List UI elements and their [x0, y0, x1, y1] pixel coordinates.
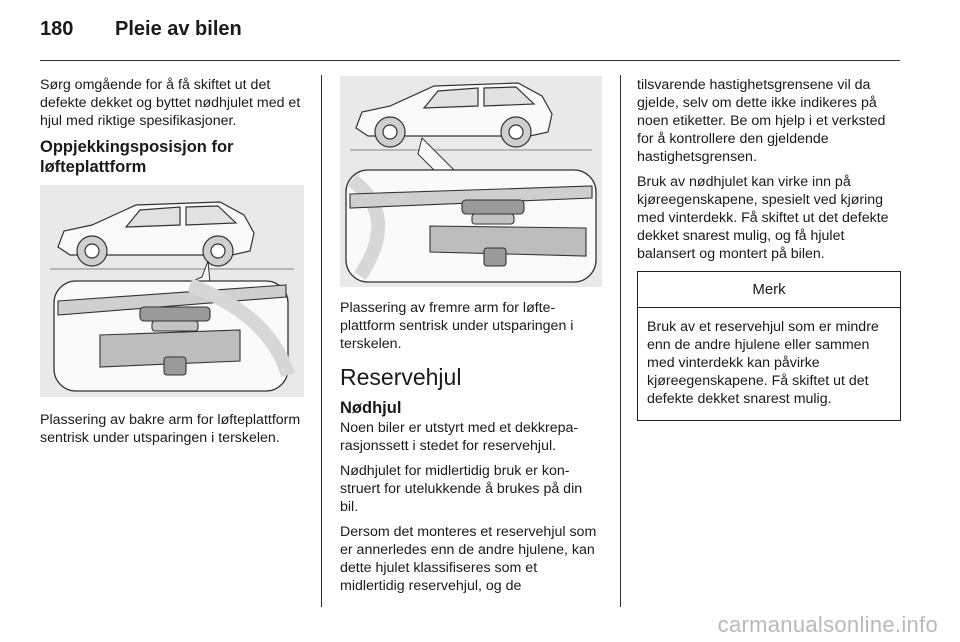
column-2 — [340, 76, 602, 602]
front-arm-caption: Plassering av fremre arm for løfteplattform sentrisk under utsparingen i terskelen. — [340, 300, 574, 352]
paragraph: tilsvarende hastighetsgrensene vil da gjelde, selv om dette ikke indikeres på noen etiketter. Be om hjelp i et verksted for å kontrollere den gjeldende hastighetsgrensen. — [637, 77, 886, 165]
page-number: 180 — [40, 18, 74, 40]
note-box — [637, 271, 901, 421]
rear-arm-caption: Plassering av bakre arm for løfteplattform sentrisk under utsparingen i terskelen. — [40, 412, 301, 446]
header-rule — [40, 60, 900, 61]
section-title: Reservehjul — [340, 364, 462, 390]
column-3 — [637, 76, 901, 421]
rear-lift-arm-illustration — [40, 185, 304, 397]
intro-paragraph: Sørg omgående for å få skiftet ut det defekte dekket og byttet nødhjulet med et hjul med riktige spesifikasjoner. — [40, 77, 301, 129]
note-text: Bruk av et reservehjul som er mindre enn de andre hjulene eller sammen med vinterdekk kan påvirke kjøreegenskapene. Få skiftet ut det defekte dekket snarest mulig. — [647, 319, 879, 407]
paragraph: Bruk av nødhjulet kan virke inn på kjøreegenskapene, spesielt ved kjøring med vinterdekk. Få skiftet ut det defekte dekket snarest mulig, og få hjulet balansert og montert på bilen. — [637, 174, 889, 262]
column-divider-1 — [321, 75, 322, 607]
note-title: Merk — [638, 272, 900, 308]
front-lift-arm-illustration — [340, 76, 602, 287]
page-title: Pleie av bilen — [115, 18, 242, 40]
paragraph: Nødhjulet for midlertidig bruk er konstruert for utelukkende å brukes på din bil. — [340, 463, 583, 515]
paragraph: Noen biler er utstyrt med et dekkreparasjonssett i stedet for reservehjul. — [340, 420, 579, 454]
column-divider-2 — [620, 75, 621, 607]
paragraph: Dersom det monteres et reservehjul som er annerledes enn de andre hjulene, kan dette hjulet klassifiseres som et midlertidig reservehjul, og de — [340, 524, 597, 594]
note-body — [638, 308, 900, 420]
subheading: Nødhjul — [340, 399, 402, 417]
column-1 — [40, 76, 304, 454]
watermark: carmanualsonline.info — [717, 612, 938, 637]
lift-position-heading: Oppjekkingsposisjon for løfteplattform — [40, 138, 234, 176]
